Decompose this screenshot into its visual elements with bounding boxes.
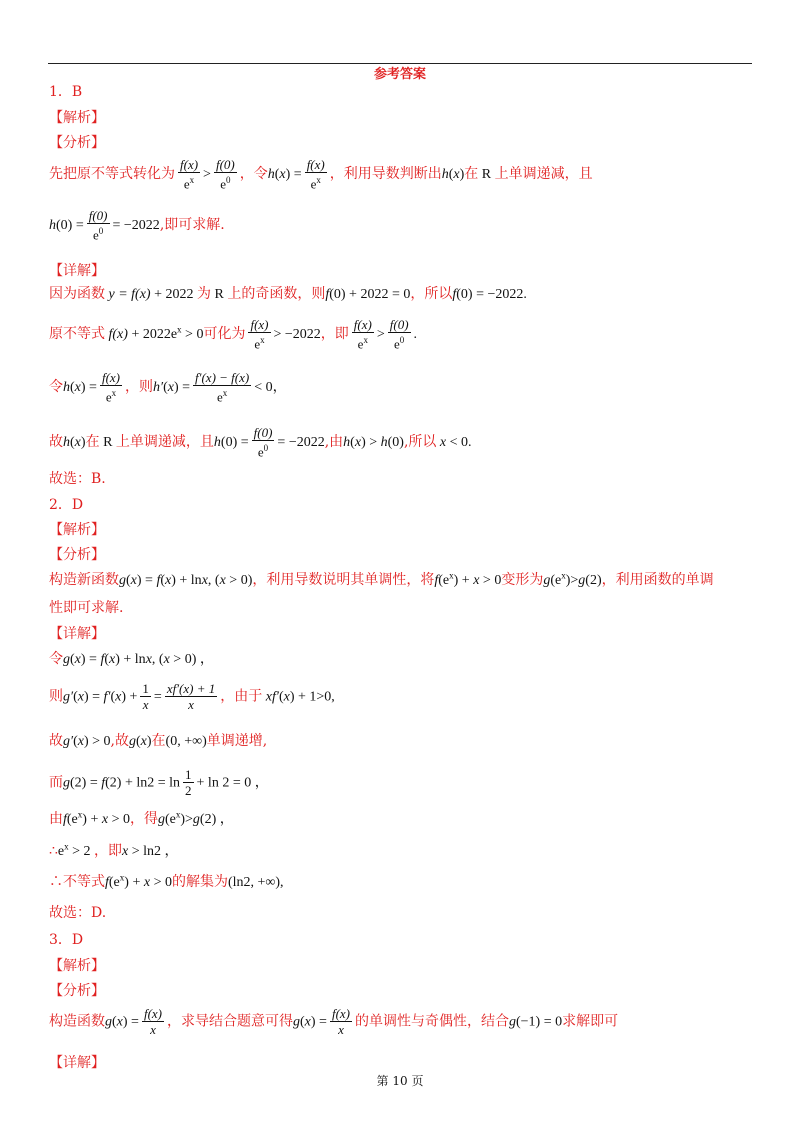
q1-xiangjie-label: 【详解】 xyxy=(49,263,105,279)
q3-fenxi-label: 【分析】 xyxy=(49,983,105,999)
q2-detail-line6: $\therefore e^x > 2$ ，即x > ln2 ， xyxy=(49,841,179,859)
q1-detail-line2: 原不等式 $f(x) + 2022e^x > 0$可化为 $\frac{f(x)}{e^x}$ > −2022，即 $\frac{f(x)}{e^x}$ > $\frac{f(0)}{e^0}$ . xyxy=(49,317,418,352)
q1-jiexi-label: 【解析】 xyxy=(49,110,105,126)
q2-xiangjie-label: 【详解】 xyxy=(49,626,105,642)
q2-detail-line4: 而g(2) = f(2) + ln2 = ln $\frac{1}{2}$ + ln 2 = 0 ， xyxy=(49,767,269,798)
q1-detail-line1: 因为函数 y = f(x) + 2022 为 R 上的奇函数，则f(0) + 2022 = 0，所以f(0) = −2022. xyxy=(49,286,527,302)
q2-fenxi-line2: 性即可求解. xyxy=(49,600,124,616)
q1-fenxi-line2: h(0) = $\frac{f(0)}{e^0}$ = −2022,即可求解. xyxy=(49,208,225,243)
q2-heading: 2．D xyxy=(49,497,84,513)
q1-detail-line3: 令h(x) = $\frac{f(x)}{e^x}$ ，则h′(x) = $\frac{f'(x) - f(x)}{e^x}$ < 0， xyxy=(49,370,287,405)
q1-fenxi-line1: 先把原不等式转化为 $\frac{f(x)}{e^x}$ > $\frac{f(0)}{e^0}$ ，令h(x) = $\frac{f(x)}{e^x}$ ，利用导数判断出h(x)在 R 上单调递减，且 xyxy=(49,157,593,192)
q1-fenxi-label: 【分析】 xyxy=(49,135,105,151)
q2-detail-line7: ∴不等式$f(e^x) + x > 0$的解集为(ln2, +∞), xyxy=(49,872,284,890)
q1-heading: 1．B xyxy=(49,84,83,100)
q2-detail-line1: 令g(x) = f(x) + lnx, (x > 0) ， xyxy=(49,651,214,667)
q2-detail-line2: 则g′(x) = f′(x) + $\frac{1}{x}$ = $\frac{xf'(x) + 1}{x}$ ，由于 xf′(x) + 1>0, xyxy=(49,681,335,712)
q2-answer: 故选：D. xyxy=(49,905,107,921)
q2-jiexi-label: 【解析】 xyxy=(49,522,105,538)
q3-heading: 3．D xyxy=(49,932,84,948)
q1-answer: 故选：B. xyxy=(49,471,106,487)
q2-detail-line5: 由$f(e^x) + x > 0$，得$g(e^x)>g(2)$ ， xyxy=(49,809,234,827)
q2-detail-line3: 故g′(x) > 0,故g(x)在(0, +∞)单调递增, xyxy=(49,733,268,749)
page-number: 第 10 页 xyxy=(376,1074,424,1088)
q1-detail-line4: 故h(x)在 R 上单调递减，且h(0) = $\frac{f(0)}{e^0}$ = −2022,由h(x) > h(0),所以 x < 0. xyxy=(49,425,472,460)
q2-fenxi-line1: 构造新函数g(x) = f(x) + lnx, (x > 0)，利用导数说明其单调性，将$f(e^x) + x > 0$变形为$g(e^x)>g(2)$，利用函数的单调 xyxy=(49,570,714,588)
q3-xiangjie-label: 【详解】 xyxy=(49,1055,105,1071)
page-title: 参考答案 xyxy=(373,67,426,82)
q2-fenxi-label: 【分析】 xyxy=(49,547,105,563)
q3-jiexi-label: 【解析】 xyxy=(49,958,105,974)
q3-fenxi-line1: 构造函数g(x) = $\frac{f(x)}{x}$ ，求导结合题意可得g(x) = $\frac{f(x)}{x}$ 的单调性与奇偶性，结合g(−1) = 0求解即可 xyxy=(49,1006,619,1037)
